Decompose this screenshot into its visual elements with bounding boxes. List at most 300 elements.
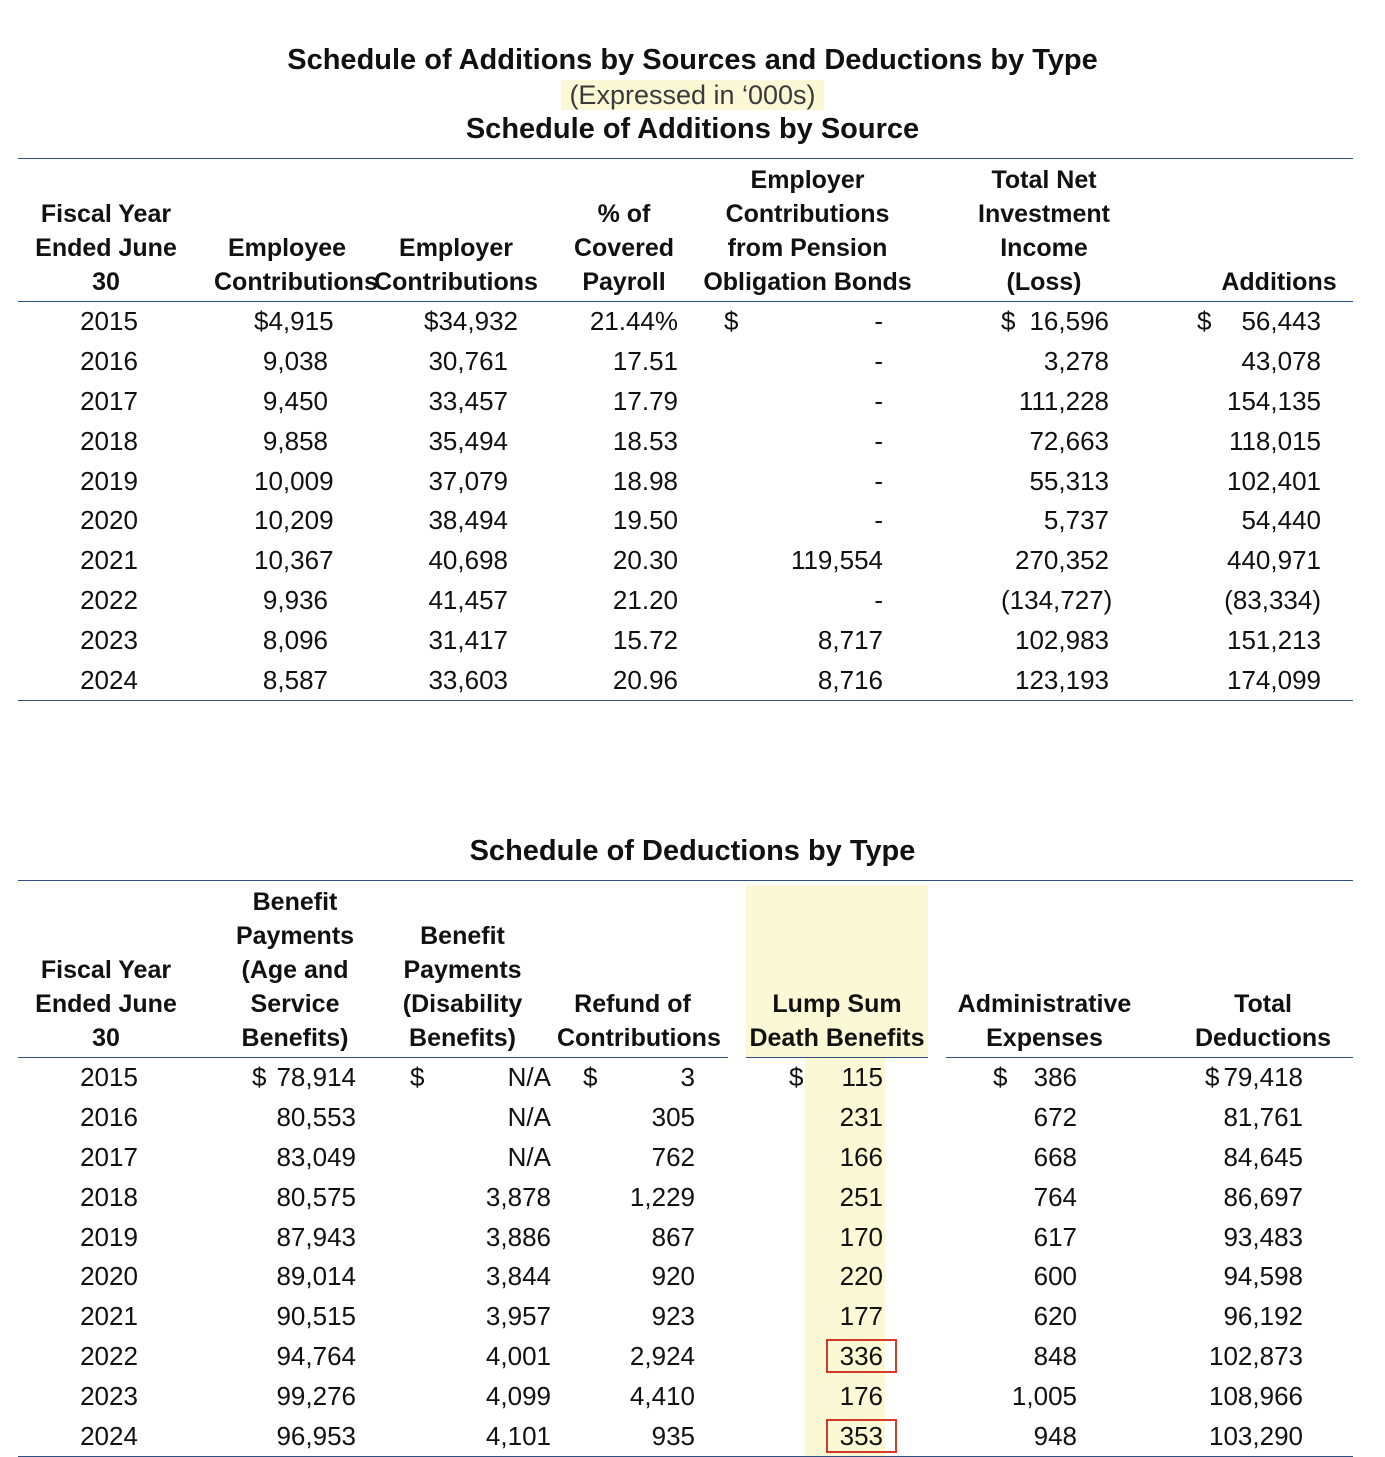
deductions-header-row [18,885,1353,1058]
pct-covered-payroll [542,302,678,342]
employee-contributions-value-wrap [254,665,328,696]
employer-contributions-value-wrap [424,625,508,656]
administrative-expenses [937,1138,1153,1178]
employer-pob [678,421,931,461]
refund-contributions-value: 1,229 [629,1181,695,1212]
benefit-age-service-value: 80,575 [276,1181,356,1212]
net-investment-income [931,541,1137,581]
net-investment-income-value-wrap [1001,346,1109,377]
net-investment-income [931,620,1137,660]
fiscal-year: 2022 [80,584,138,615]
pct-covered-payroll-value-wrap [584,386,678,417]
table-row [18,1337,1353,1377]
net-investment-income-value-wrap [1001,584,1113,616]
pct-covered-payroll-value-wrap [584,346,678,377]
lump-sum-value: 115 [841,1062,883,1093]
fiscal-year: 2020 [80,1261,138,1292]
employee-contributions [200,461,360,501]
lump-sum-value: 231 [839,1102,883,1133]
refund-contributions-value: 305 [651,1102,695,1133]
employer-pob-value: 8,717 [817,624,883,655]
lump-sum-value-wrap [789,1381,883,1412]
benefit-disability-value: 4,099 [485,1380,551,1411]
benefit-age-service-value-wrap [252,1421,356,1452]
administrative-expenses-value-wrap [993,1182,1077,1213]
additions-total [1137,620,1353,660]
total-deductions-value-wrap [1205,1381,1303,1412]
table-row [18,501,1353,541]
administrative-expenses [937,1177,1153,1217]
col-total-deductions: Total Deductions [1153,885,1353,1058]
additions-total-value: 54,440 [1241,505,1321,536]
fiscal-year: 2020 [80,505,138,536]
benefit-disability [382,1138,557,1178]
benefit-disability-value: 4,001 [485,1340,551,1371]
benefit-disability-value-wrap [410,1102,551,1133]
employee-contributions-value: 8,587 [262,664,328,695]
currency-symbol: $ [410,1062,425,1093]
benefit-disability [382,1257,557,1297]
benefit-disability-value-wrap [410,1222,551,1253]
employee-contributions-value-wrap [254,346,328,377]
total-deductions-value-wrap [1205,1062,1303,1093]
benefit-age-service-value-wrap [252,1381,356,1412]
refund-contributions-value-wrap [583,1381,695,1412]
employee-contributions [200,302,360,342]
employer-contributions [360,501,542,541]
lump-sum-value-boxed: 353 [826,1419,897,1453]
additions-total [1137,501,1353,541]
employee-contributions-value-wrap [254,545,334,576]
benefit-disability-value-wrap [410,1261,551,1292]
table-row [18,1177,1353,1217]
lump-sum-death-benefits [737,1177,937,1217]
additions-total-value: 56,443 [1241,306,1321,337]
lump-sum-value-wrap [789,1182,883,1213]
pct-covered-payroll-value-wrap [584,665,678,696]
refund-contributions-value: 4,410 [629,1380,695,1411]
fiscal-year: 2016 [80,346,138,377]
benefit-age-service [200,1058,382,1098]
refund-contributions-value-wrap [583,1182,695,1213]
net-investment-income [931,421,1137,461]
lump-sum-value-wrap [789,1222,883,1253]
lump-sum-value: 177 [839,1301,883,1332]
currency-symbol: $ [724,306,739,337]
benefit-disability [382,1416,557,1456]
fiscal-year: 2018 [80,425,138,456]
benefit-age-service-value-wrap [252,1222,356,1253]
fiscal-year: 2022 [80,1340,138,1371]
administrative-expenses-value: 617 [1033,1221,1077,1252]
net-investment-income-value: 72,663 [1029,425,1109,456]
total-deductions [1153,1257,1353,1297]
additions-total [1137,541,1353,581]
pct-covered-payroll-value: 19.50 [612,505,678,536]
benefit-age-service-value: 89,014 [276,1261,356,1292]
pct-covered-payroll [542,541,678,581]
benefit-age-service-value: 87,943 [276,1221,356,1252]
currency-symbol: $ [993,1062,1008,1093]
lump-sum-value: 176 [839,1380,883,1411]
benefit-age-service [200,1297,382,1337]
employer-pob [678,342,931,382]
employer-pob [678,302,931,342]
additions-total-value-wrap [1197,665,1321,696]
employer-contributions [360,302,542,342]
employee-contributions-value-wrap [254,426,328,457]
administrative-expenses-value-wrap [993,1222,1077,1253]
benefit-age-service-value-wrap [252,1102,356,1133]
refund-contributions-value-wrap [583,1341,695,1372]
employer-pob-value: - [874,385,883,416]
net-investment-income-value: 102,983 [1015,624,1109,655]
col-pct-covered-payroll: % of Covered Payroll [542,163,678,302]
currency-symbol: $ [254,306,269,337]
net-investment-income [931,342,1137,382]
employee-contributions [200,501,360,541]
administrative-expenses-value-wrap [993,1062,1077,1093]
employee-contributions [200,660,360,700]
employer-contributions-value: 38,494 [428,505,508,536]
benefit-age-service-value-wrap [252,1142,356,1173]
table-row [18,1257,1353,1297]
lump-sum-death-benefits [737,1376,937,1416]
employer-contributions-value: 33,603 [428,664,508,695]
pct-covered-payroll [542,620,678,660]
benefit-disability [382,1177,557,1217]
currency-symbol: $ [252,1062,267,1093]
employer-pob-value: - [874,346,883,377]
refund-contributions [557,1058,737,1098]
employer-contributions-value: 34,932 [438,306,518,337]
employer-pob-value-wrap [724,505,883,536]
total-deductions-value-wrap [1205,1222,1303,1253]
employer-pob-value: 8,716 [817,664,883,695]
lump-sum-value-cell [789,1339,897,1373]
net-investment-income-value-wrap [1001,466,1109,497]
net-investment-income-value: 270,352 [1015,545,1109,576]
lump-sum-value: 166 [839,1141,883,1172]
employee-contributions-value: 9,038 [262,346,328,377]
employer-pob-value: - [874,505,883,536]
lump-sum-value-cell [789,1222,883,1253]
employer-pob-value-wrap [724,466,883,497]
fiscal-year: 2023 [80,624,138,655]
lump-sum-value: 170 [839,1221,883,1252]
lump-sum-value-cell [789,1301,883,1332]
table-row [18,541,1353,581]
lump-sum-value: 220 [839,1261,883,1292]
employer-pob-value-wrap [724,585,883,616]
net-investment-income [931,501,1137,541]
employee-contributions-value: 9,936 [262,584,328,615]
lump-sum-value-cell [789,1381,883,1412]
total-deductions [1153,1177,1353,1217]
benefit-disability-value-wrap [410,1341,551,1372]
refund-contributions [557,1297,737,1337]
fiscal-year: 2016 [80,1102,138,1133]
pct-covered-payroll-value: 15.72 [612,624,678,655]
administrative-expenses-value-wrap [993,1381,1077,1412]
lump-sum-value-wrap [789,1339,883,1373]
net-investment-income [931,382,1137,422]
employee-contributions [200,342,360,382]
pct-covered-payroll-value: 18.53 [612,425,678,456]
currency-symbol: $ [1001,306,1016,337]
employee-contributions-value-wrap [254,465,334,497]
refund-contributions-value: 935 [651,1420,695,1451]
total-deductions [1153,1416,1353,1456]
refund-contributions-value-wrap [583,1102,695,1133]
col-lump-sum-death-benefits: Lump Sum Death Benefits [737,885,937,1058]
additions-total-value: 154,135 [1227,385,1321,416]
administrative-expenses-value-wrap [993,1341,1077,1372]
employee-contributions-value-wrap [254,505,334,536]
total-deductions-value: 93,483 [1223,1221,1303,1252]
pct-covered-payroll-value: 18.98 [612,465,678,496]
benefit-age-service-value: 94,764 [276,1340,356,1371]
net-investment-income-value: 55,313 [1029,465,1109,496]
table-row [18,1138,1353,1178]
total-deductions [1153,1098,1353,1138]
table-row [18,421,1353,461]
additions-total-value: 43,078 [1241,346,1321,377]
additions-title: Schedule of Additions by Source [465,113,920,145]
net-investment-income-value-wrap [1001,426,1109,457]
benefit-age-service-value: 80,553 [276,1102,356,1133]
refund-contributions-value-wrap [583,1222,695,1253]
employee-contributions-value: 10,367 [254,545,334,576]
employer-contributions [360,461,542,501]
col-benefit-disability: Benefit Payments (Disability Benefits) [382,885,557,1058]
col-fiscal-year: Fiscal Year Ended June 30 [18,163,200,302]
employer-pob-value: - [874,465,883,496]
additions-total-value: 151,213 [1227,624,1321,655]
net-investment-income [931,660,1137,700]
benefit-disability [382,1098,557,1138]
pct-covered-payroll-value-wrap [584,545,678,576]
benefit-disability-value: 4,101 [485,1420,551,1451]
fiscal-year: 2015 [80,306,138,337]
employee-contributions [200,620,360,660]
deductions-table [18,880,1353,1457]
fiscal-year: 2024 [18,660,200,700]
benefit-disability [382,1376,557,1416]
table-row [18,342,1353,382]
total-deductions-value: 84,645 [1223,1141,1303,1172]
benefit-age-service-value-wrap [252,1341,356,1372]
total-deductions-value: 108,966 [1209,1380,1303,1411]
net-investment-income [931,302,1137,342]
lump-sum-value-wrap [789,1062,883,1093]
lump-sum-death-benefits [737,1138,937,1178]
benefit-age-service [200,1376,382,1416]
employer-contributions-value-wrap [424,386,508,417]
lump-sum-value-wrap [789,1419,883,1453]
benefit-age-service [200,1416,382,1456]
pct-covered-payroll [542,342,678,382]
col-additions: Additions [1137,163,1353,302]
lump-sum-death-benefits [737,1337,937,1377]
lump-sum-value: 251 [839,1181,883,1212]
total-deductions [1153,1297,1353,1337]
col-employer-contributions: Employer Contributions [360,163,542,302]
employer-contributions-value: 35,494 [428,425,508,456]
fiscal-year: 2024 [18,1416,200,1456]
benefit-disability [382,1217,557,1257]
total-deductions [1153,1058,1353,1098]
employee-contributions-value: 4,915 [268,306,334,337]
employer-pob [678,581,931,621]
net-investment-income-value: 123,193 [1015,664,1109,695]
benefit-disability-value: 3,886 [485,1221,551,1252]
lump-sum-value-cell [789,1261,883,1292]
pct-covered-payroll [542,581,678,621]
additions-total [1137,660,1353,700]
employee-contributions [200,541,360,581]
table-row [18,1416,1353,1456]
employee-contributions [200,382,360,422]
administrative-expenses [937,1058,1153,1098]
benefit-disability-value: N/A [507,1102,551,1133]
lump-sum-value-boxed: 336 [826,1339,897,1373]
lump-sum-death-benefits [737,1297,937,1337]
pct-covered-payroll-value: 17.51 [612,346,678,377]
page-title: Schedule of Additions by Sources and Deductions by Type [287,44,1098,76]
employer-contributions-value-wrap [424,545,508,576]
refund-contributions-value: 867 [651,1221,695,1252]
administrative-expenses [937,1257,1153,1297]
additions-total-value: 118,015 [1228,425,1321,456]
employee-contributions-value-wrap [254,386,328,417]
additions-total [1137,382,1353,422]
refund-contributions-value: 3 [680,1062,695,1093]
employer-pob [678,501,931,541]
employer-pob-value-wrap [724,386,883,417]
pct-covered-payroll [542,660,678,700]
administrative-expenses-value: 620 [1033,1301,1077,1332]
total-deductions-value: 86,697 [1223,1181,1303,1212]
net-investment-income-value-wrap [1001,306,1109,337]
additions-total-value-wrap [1197,346,1321,377]
employer-contributions-value-wrap [424,426,508,457]
employer-contributions [360,382,542,422]
table-row [18,660,1353,700]
benefit-disability-value: N/A [507,1141,551,1172]
refund-contributions-value-wrap [583,1421,695,1452]
benefit-age-service-value-wrap [252,1301,356,1332]
refund-contributions [557,1416,737,1456]
employer-contributions-value: 40,698 [428,545,508,576]
col-net-investment-income: Total Net Investment Income (Loss) [931,163,1137,302]
employer-pob-value-wrap [724,665,883,696]
employer-contributions-value: 37,079 [428,465,508,496]
benefit-age-service-value-wrap [252,1261,356,1292]
benefit-age-service [200,1337,382,1377]
refund-contributions [557,1138,737,1178]
employer-contributions-value-wrap [424,346,508,377]
table-row [18,302,1353,342]
pct-covered-payroll-value-wrap [584,585,678,616]
employer-pob [678,382,931,422]
total-deductions-value: 103,290 [1209,1420,1303,1451]
benefit-disability-value: 3,957 [485,1301,551,1332]
benefit-disability-value: 3,844 [485,1261,551,1292]
administrative-expenses-value-wrap [993,1102,1077,1133]
total-deductions-value-wrap [1205,1301,1303,1332]
additions-total-value-wrap [1197,505,1321,536]
employee-contributions-value: 9,858 [262,425,328,456]
employer-pob-value-wrap [724,306,883,337]
refund-contributions-value: 2,924 [629,1340,695,1371]
total-deductions-value-wrap [1205,1182,1303,1213]
administrative-expenses [937,1098,1153,1138]
net-investment-income-value: (134,727) [1001,584,1113,615]
employer-contributions-value-wrap [424,585,508,616]
employer-pob-value: - [874,584,883,615]
lump-sum-death-benefits [737,1416,937,1456]
lump-sum-value-wrap [789,1102,883,1133]
employee-contributions-value: 10,009 [254,465,334,496]
benefit-disability-value-wrap [410,1182,551,1213]
employer-pob-value: - [874,425,883,456]
total-deductions [1153,1337,1353,1377]
refund-contributions-value: 762 [651,1141,695,1172]
benefit-disability [382,1297,557,1337]
employer-contributions-value: 41,457 [428,584,508,615]
employer-pob-value-wrap [724,426,883,457]
employer-contributions-value-wrap [424,665,508,696]
lump-sum-death-benefits [737,1058,937,1098]
total-deductions-value-wrap [1205,1261,1303,1292]
net-investment-income-value-wrap [1001,545,1109,576]
employer-pob [678,461,931,501]
table-row [18,620,1353,660]
additions-total-value: 440,971 [1227,545,1321,576]
pct-covered-payroll [542,382,678,422]
additions-total-value-wrap [1197,306,1321,337]
currency-symbol: $ [789,1062,804,1093]
administrative-expenses-value: 948 [1033,1420,1077,1451]
administrative-expenses-value-wrap [993,1261,1077,1292]
refund-contributions [557,1177,737,1217]
administrative-expenses-value: 672 [1033,1102,1077,1133]
table-row [18,1376,1353,1416]
employee-contributions [200,581,360,621]
total-deductions-value: 94,598 [1223,1261,1303,1292]
benefit-age-service-value: 96,953 [276,1420,356,1451]
refund-contributions-value: 923 [651,1301,695,1332]
benefit-disability-value-wrap [410,1142,551,1173]
administrative-expenses [937,1337,1153,1377]
fiscal-year: 2018 [80,1181,138,1212]
administrative-expenses-value: 600 [1033,1261,1077,1292]
col-fiscal-year: Fiscal Year Ended June 30 [18,885,200,1058]
net-investment-income-value: 3,278 [1043,346,1109,377]
refund-contributions-value-wrap [583,1142,695,1173]
fiscal-year: 2019 [80,1221,138,1252]
additions-total [1137,581,1353,621]
refund-contributions-value-wrap [583,1062,695,1093]
table-row [18,1098,1353,1138]
total-deductions [1153,1138,1353,1178]
additions-total [1137,342,1353,382]
additions-total-value: 102,401 [1227,465,1321,496]
benefit-age-service [200,1217,382,1257]
table-row [18,581,1353,621]
lump-sum-value-cell [789,1419,897,1453]
